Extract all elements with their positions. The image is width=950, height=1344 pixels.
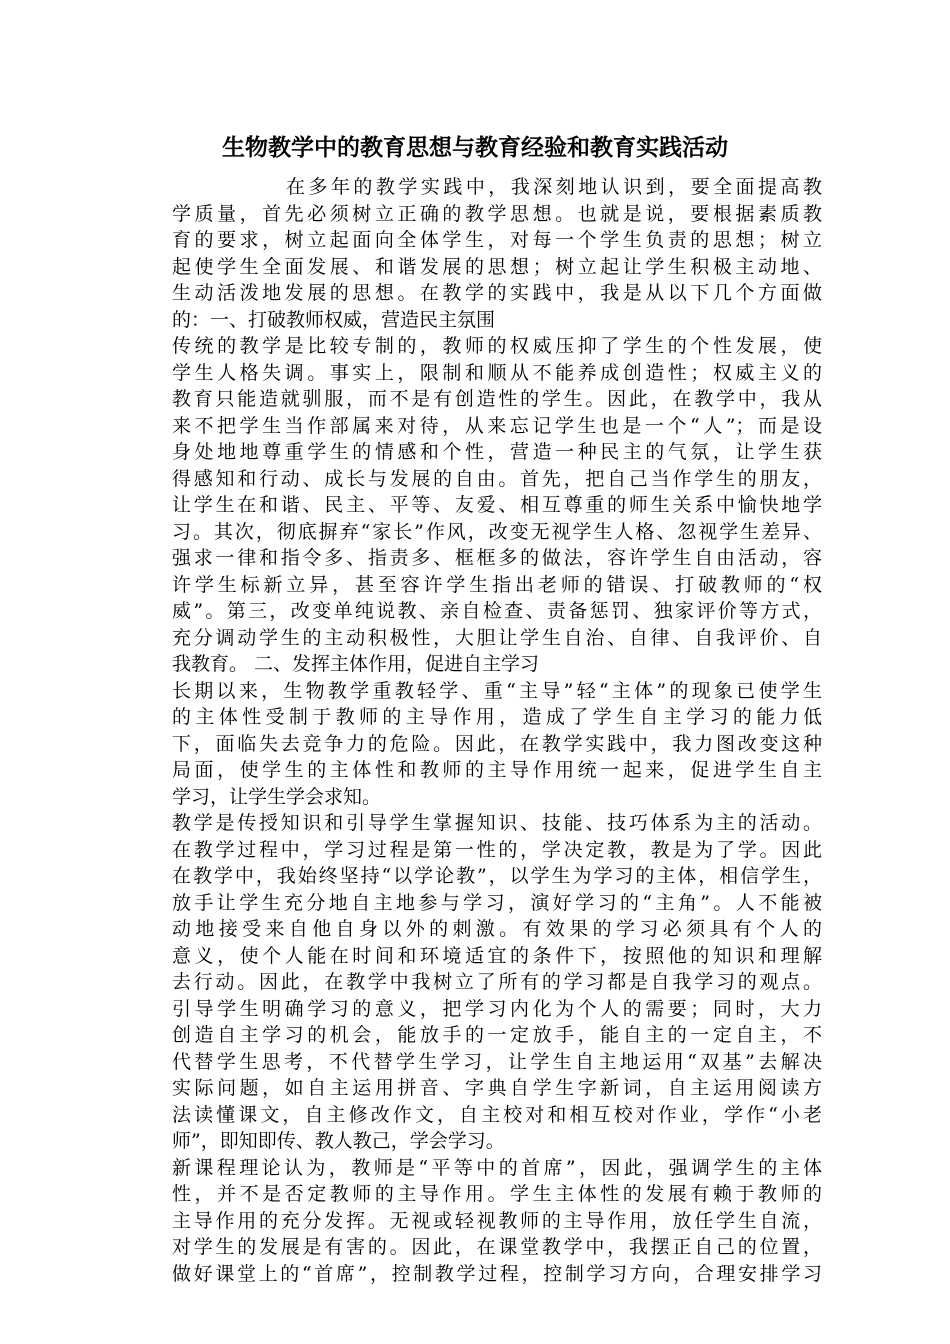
text-line: 对学生的发展是有害的。因此，在课堂教学中，我摆正自己的位置，: [172, 1236, 822, 1258]
text-line: 让学生在和谐、民主、平等、友爱、相互尊重的师生关系中愉快地学: [172, 494, 822, 516]
text-line: 局面，使学生的主体性和教师的主导作用统一起来，促进学生自主: [172, 759, 822, 781]
text-line: 主导作用的充分发挥。无视或轻视教师的主导作用，放任学生自流，: [172, 1209, 822, 1232]
text-line: 性，并不是否定教师的主导作用。学生主体性的发展有赖于教师的: [172, 1183, 822, 1205]
text-line: 新课程理论认为，教师是“平等中的首席”，因此，强调学生的主体: [172, 1156, 822, 1179]
text-line: 代替学生思考，不代替学生学习，让学生自主地运用“双基”去解决: [172, 1050, 822, 1073]
section-heading-line: 的：一、打破教师权威，营造民主氛围: [172, 308, 496, 331]
text-line: 在教学过程中，学习过程是第一性的，学决定教，教是为了学。因此: [172, 838, 822, 861]
text-line: 学生人格失调。事实上，限制和顺从不能养成创造性；权威主义的: [172, 361, 822, 384]
text-line: 强求一律和指令多、指责多、框框多的做法，容许学生自由活动，容: [172, 547, 822, 569]
text-line: 实际问题，如自主运用拼音、字典自学生字新词，自主运用阅读方: [172, 1077, 822, 1099]
text-line: 威”。第三，改变单纯说教、亲自检查、责备惩罚、独家评价等方式，: [172, 600, 822, 622]
text-line: 传统的教学是比较专制的，教师的权威压抑了学生的个性发展，使: [172, 335, 822, 357]
text-line: 在教学中，我始终坚持“以学论教”，以学生为学习的主体，相信学生，: [172, 865, 822, 887]
document-title: 生物教学中的教育思想与教育经验和教育实践活动: [222, 135, 728, 161]
text-line: 创造自主学习的机会，能放手的一定放手，能自主的一定自主，不: [172, 1024, 822, 1046]
text-line: 育的要求，树立起面向全体学生，对每一个学生负责的思想；树立: [172, 229, 822, 251]
text-line: 师”，即知即传、教人教己，学会学习。: [172, 1130, 505, 1152]
text-line: 来不把学生当作部属来对待，从来忘记学生也是一个“人”；而是设: [172, 414, 822, 437]
text-line: 生动活泼地发展的思想。在教学的实践中，我是从以下几个方面做: [172, 282, 822, 304]
text-line: 法读懂课文，自主修改作文，自主校对和相互校对作业，学作“小老: [172, 1103, 822, 1126]
text-line: 教育只能造就驯服，而不是有创造性的学生。因此，在教学中，我从: [172, 388, 822, 410]
text-line: 放手让学生充分地自主地参与学习，演好学习的“主角”。人不能被: [172, 891, 822, 914]
document-body: [172, 174, 822, 1287]
text-line: 学习，让学生学会求知。: [172, 785, 382, 808]
text-line: 的主体性受制于教师的主导作用，造成了学生自主学习的能力低: [172, 706, 822, 728]
text-line: 习。其次，彻底摒弃“家长”作风，改变无视学生人格、忽视学生差异、: [172, 520, 822, 543]
text-line: 下，面临失去竞争力的危险。因此，在教学实践中，我力图改变这种: [172, 732, 822, 755]
text-line: 动地接受来自他自身以外的刺激。有效果的学习必须具有个人的: [172, 918, 822, 940]
text-line: 去行动。因此，在教学中我树立了所有的学习都是自我学习的观点。: [172, 971, 822, 993]
text-line: 身处地地尊重学生的情感和个性，营造一种民主的气氛，让学生获: [172, 441, 822, 463]
text-line: 起使学生全面发展、和谐发展的思想；树立起让学生积极主动地、: [172, 255, 822, 278]
section-heading-line: 我教育。 二、发挥主体作用，促进自主学习: [172, 653, 540, 675]
text-line: 得感知和行动、成长与发展的自由。首先，把自己当作学生的朋友，: [172, 467, 822, 490]
text-line: 在多年的教学实践中，我深刻地认识到，要全面提高教: [286, 176, 822, 198]
text-line: 学质量，首先必须树立正确的教学思想。也就是说，要根据素质教: [172, 202, 822, 225]
text-line: 引导学生明确学习的意义，把学习内化为个人的需要；同时，大力: [172, 997, 822, 1020]
text-line: 做好课堂上的“首席”，控制教学过程，控制学习方向，合理安排学习: [172, 1262, 822, 1285]
text-line: 教学是传授知识和引导学生掌握知识、技能、技巧体系为主的活动。: [172, 812, 822, 834]
text-line: 意义，使个人能在时间和环境适宜的条件下，按照他的知识和理解: [172, 944, 822, 967]
text-line: 许学生标新立异，甚至容许学生指出老师的错误、打破教师的“权: [172, 573, 822, 596]
text-line: 长期以来，生物教学重教轻学、重“主导”轻“主体”的现象已使学生: [172, 679, 822, 702]
text-line: 充分调动学生的主动积极性，大胆让学生自治、自律、自我评价、自: [172, 626, 822, 649]
